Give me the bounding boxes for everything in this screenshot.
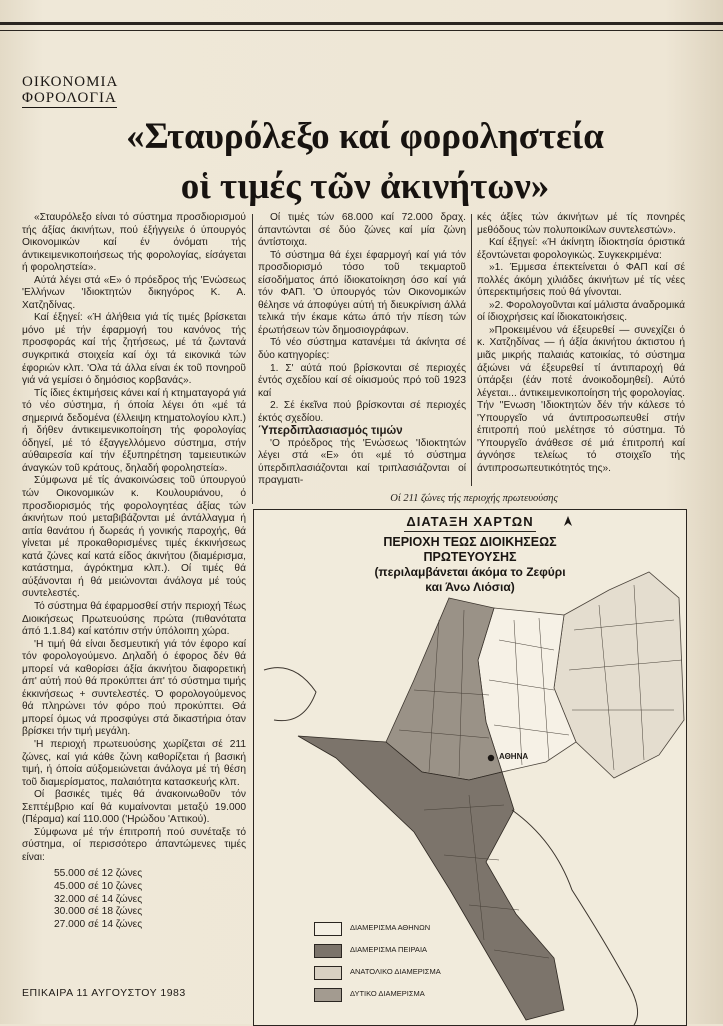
legend-label: ΔΙΑΜΕΡΙΣΜΑ ΑΘΗΝΩΝ [350, 923, 431, 932]
athens-marker [488, 755, 494, 761]
col1-paragraph: Οί βασικές τιμές θά άνακοινωθοῦν τόν Σεπτέμβριο καί θά κυμαίνονται μεταξύ 19.000 (Πέραμα) καί 110.000 ('Ηρώδου 'Αττικού). [22, 789, 246, 826]
north-arrow-icon [564, 516, 572, 526]
col2-paragraph: Οί τιμές τών 68.000 καί 72.000 δραχ. άπαντώνται σέ δύο ζώνες καί μία ζώνη άντίστοιχα. [258, 212, 466, 249]
article-column-1 [22, 212, 246, 931]
legend-label: ΔΥΤΙΚΟ ΔΙΑΜΕΡΙΣΜΑ [350, 989, 425, 998]
article-column-3 [477, 212, 685, 475]
headline-line1: «Σταυρόλεξο καί φοροληστεία [126, 116, 604, 157]
section-label-line1: ΟΙΚΟΝΟΜΙΑ [22, 74, 119, 90]
map-title-line2: ΠΡΩΤΕΥΟΥΣΗΣ [423, 550, 517, 564]
col3-paragraph: κές άξίες τών άκινήτων μέ τίς πονηρές μεθόδους τών πολυποικίλων συντελεστών». [477, 212, 685, 236]
legend-item [314, 962, 514, 984]
legend-label: ΑΝΑΤΟΛΙΚΟ ΔΙΑΜΕΡΙΣΜΑ [350, 967, 441, 976]
map-city-label: ΑΘΗΝΑ [499, 752, 529, 761]
col3-paragraph: »1. Έμμεσα έπεκτείνεται ό ΦΑΠ καί σέ πολλές άκόμη χιλιάδες άκινήτων μέ τίς νέες ύπερεκτιμήσεις πού θά γίνονται. [477, 262, 685, 299]
top-rule-thick [0, 22, 723, 25]
legend-item [314, 918, 514, 940]
price-list [22, 868, 246, 931]
section-label [22, 74, 118, 108]
col3-paragraph: Καί έξηγεί: «Ή άκίνητη ίδιοκτησία όριστικά έξοντώνεται φορολογικώς. Συγκεκριμένα: [477, 237, 685, 261]
legend-label: ΔΙΑΜΕΡΙΣΜΑ ΠΕΙΡΑΙΑ [350, 945, 428, 954]
map-region-east [554, 572, 684, 778]
page-footer: ΕΠΙΚΑΙΡΑ 11 ΑΥΓΟΥΣΤΟΥ 1983 [22, 987, 186, 999]
legend-item [314, 940, 514, 962]
column-divider [471, 214, 472, 486]
col1-paragraph: Τό σύστημα θά έφαρμοσθεί στήν περιοχή Τέως Διοικήσεως Πρωτευούσης πρώτα (πιθανότατα άπό 1.1.84) καί κατόπιν στήν ύπόλοιπη χώρα. [22, 600, 246, 638]
map-title-line3: (περιλαμβάνεται άκόμα το Ζεφύρι [374, 565, 566, 579]
col2-paragraph: 'Ο πρόεδρος τής 'Ενώσεως 'Ιδιοκτητών λέγει στά «Ε» ότι «μέ τό σύστημα ύπερδιπλασιάζονται καί τριπλασιάζονται οί πραγματι- [258, 437, 466, 487]
legend-swatch-east [314, 966, 342, 980]
top-rule-thin [0, 30, 723, 31]
col1-paragraph: 'Η τιμή θά είναι δεσμευτική γιά τόν έφορο καί τόν φορολογούμενο. Δηλαδή ό έφορος δέν θά μπορεί νά καθορίσει άξία άκινήτου διαφορετική άπ' αύτή πού θά προκύπτει άπ' τό σύστημα τιμής έκκινήσεως + συντελεστές. Ό φορολογούμενος θά πληρώνει τόν φόρο πού προκύπτει. Θά μπορεί όμως νά προσφύγει στά δικαστήρια όταν βρίσκει τήν τιμή μεγάλη. [22, 638, 246, 738]
col1-paragraph: «Σταυρόλεξο είναι τό σύστημα προσδιορισμού τής άξίας άκινήτων, πού έξήγγειλε ό ύπουργός Οικονομικών καί έν όνόματι τής άντικειμενικοποιήσεως τής φορολογίας, είσάγεται ή φοροληστεία». [22, 212, 246, 274]
map-legend [314, 918, 514, 1006]
subheading: Ύπερδιπλασιασμός τιμών [258, 425, 403, 438]
zone-map [253, 509, 687, 1026]
col1-paragraph: 'Η περιοχή πρωτευούσης χωρίζεται σέ 211 ζώνες, καί γιά κάθε ζώνη καθορίζεται ή βασική τιμή, ή όποία αύξομειώνεται άνάλογα μέ τή θέση τοῦ διαμερίσματος, παλαιότητα κατασκευής κλπ. [22, 738, 246, 788]
col1-paragraph: Καί έξηγεί: «Ή άλήθεια γιά τίς τιμές βρίσκεται μόνο μέ τήν έφαρμογή του κανόνος τής προσφοράς καί τής ζητήσεως, μέ τά ζωντανά συγκριτικά στοιχεία καί όχι τά εικονικά τών έφοριών κλπ. 'Ολα τά άλλα είναι έκ τοῦ πονηροῦ γιά νά γεμίσει ό δημόσιος κορβανάς». [22, 312, 246, 387]
col2-paragraph: 2. Σέ έκεῖνα πού βρίσκονται σέ περιοχές έκτός σχεδίου. [258, 400, 466, 424]
col2-paragraph: Τό νέο σύστημα κατανέμει τά άκίνητα σέ δύο κατηγορίες: [258, 337, 466, 362]
col1-paragraph: Σύμφωνα μέ τίς άνακοινώσεις τοῦ ύπουργού τών Οικονομικών κ. Κουλουριάνου, ό προσδιορισμός τής φορολογητέας άξίας τών άκινήτων πού μεταβιβάζονται μέ άντάλλαγμα ή αιτία θανάτου ή δωρεάς ή γονικής παροχής, θά γίνεται μέ προκαθορισμένες τιμές έκκινήσεως κατά ζώνες καί κατά είδος άκινήτου (διαμέρισμα, κατάστημα, άγρόκτημα κλπ.). Οί τιμές θά αύξάνονται ή θά μειώνονται άνάλογα μέ τούς συντελεστές. [22, 475, 246, 600]
col1-paragraph: Σύμφωνα μέ τήν έπιτροπή πού συνέταξε τό σύστημα, οί περισσότερο άπαντώμενες τιμές είναι: [22, 826, 246, 863]
legend-swatch-piraeus [314, 944, 342, 958]
section-label-line2: ΦΟΡΟΛΟΓΙΑ [22, 90, 117, 106]
price-item: 32.000 σέ 14 ζώνες [54, 893, 143, 905]
map-title-line4: και Άνω Λιόσια) [425, 580, 515, 594]
col1-paragraph: Τίς ίδιες έκτιμήσεις κάνει καί ή κτηματαγορά γιά τό νέο σύστημα, ή όποία λέγει ότι «μέ τά σημερινά δεδομένα (έλλειψη κτηματολογίου κλπ.) ή δήθεν άντικειμενικοποίηση τής φορολογίας όδηγεί, μέ τό έξαγγελλόμενο σύστημα, στήν αύθαιρεσία καί τήν έξυπηρέτηση ταμειευτικών άναγκών τοῦ κράτους, δηλαδή φοροληστεία». [22, 387, 246, 474]
map-header: ΔΙΑΤΑΞΗ ΧΑΡΤΩΝ [406, 514, 534, 529]
price-item: 30.000 σέ 18 ζώνες [54, 906, 143, 918]
price-item: 45.000 σέ 10 ζώνες [54, 880, 143, 892]
article-column-2 [258, 212, 466, 488]
col3-paragraph: »2. Φορολογοῦνται καί μάλιστα άναδρομικά οί ίδιοχρήσεις καί ίδιοκατοικήσεις. [477, 299, 685, 324]
legend-item [314, 984, 514, 1006]
price-item: 55.000 σέ 12 ζώνες [54, 868, 143, 880]
col3-paragraph: »Προκειμένου νά έξευρεθεί — συνεχίζει ό κ. Χατζηδίνας — ή άξία άκινήτου άκτιστου ή μιᾶς μικρής παλαιάς κατοικίας, τό σύστημα άξιώνει νά έξευρεθεί τί άντιπαροχή θά ύπάρξει (έάν ποτέ άνοικοδομηθεί). Αύτό λέγεται... άντικειμενικοποίηση τής φορολογίας. Τήν ''Ενωση 'Ιδιοκτητών δέν τήν κάλεσε τό 'Υπουργεῖο νά άντιπροσωπευθεί στήν έπιτροπή πού μελέτησε τό σύστημα. Τό 'Υπουργεῖο άνάθεσε σέ μιά έπιτροπή καί άγνόησε τελείως τό στοιχεῖο τής άντιπροσωπευτικότητός της». [477, 324, 685, 474]
headline-line2: οἱ τιμές τῶν ἀκινήτων» [180, 166, 550, 207]
column-divider [252, 214, 253, 504]
col1-paragraph: Αύτά λέγει στά «Ε» ό πρόεδρος τής 'Ενώσεως 'Ελλήνων 'Ιδιοκτητών δικηγόρος Κ. Α. Χατζηδίνας. [22, 274, 246, 311]
map-caption: Οί 211 ζώνες τής περιοχής πρωτευούσης [390, 493, 558, 504]
col2-paragraph: Τό σύστημα θά έχει έφαρμογή καί γιά τόν προσδιορισμό τόσο τοῦ τεκμαρτοῦ είσοδήματος άπό ίδιοκατοίκηση όσο καί γιά τόν ΦΑΠ. 'Ο ύπουργός τών Οικονομικών θέλησε νά άποφύγει αύτή τή διευκρίνιση άλλά τελικά τήν έκαμε κάτω άπό τήν πίεση τών έρωτήσεων τών δημοσιογράφων. [258, 249, 466, 336]
price-item: 27.000 σέ 14 ζώνες [54, 918, 143, 930]
col2-paragraph: 1. Σ' αύτά πού βρίσκονται σέ περιοχές έντός σχεδίου καί σέ οίκισμούς πρό τοῦ 1923 καί [258, 362, 466, 399]
headline [20, 112, 710, 212]
map-title-line1: ΠΕΡΙΟΧΗ ΤΕΩΣ ΔΙΟΙΚΗΣΕΩΣ [383, 535, 557, 549]
legend-swatch-west [314, 988, 342, 1002]
legend-swatch-athens [314, 922, 342, 936]
